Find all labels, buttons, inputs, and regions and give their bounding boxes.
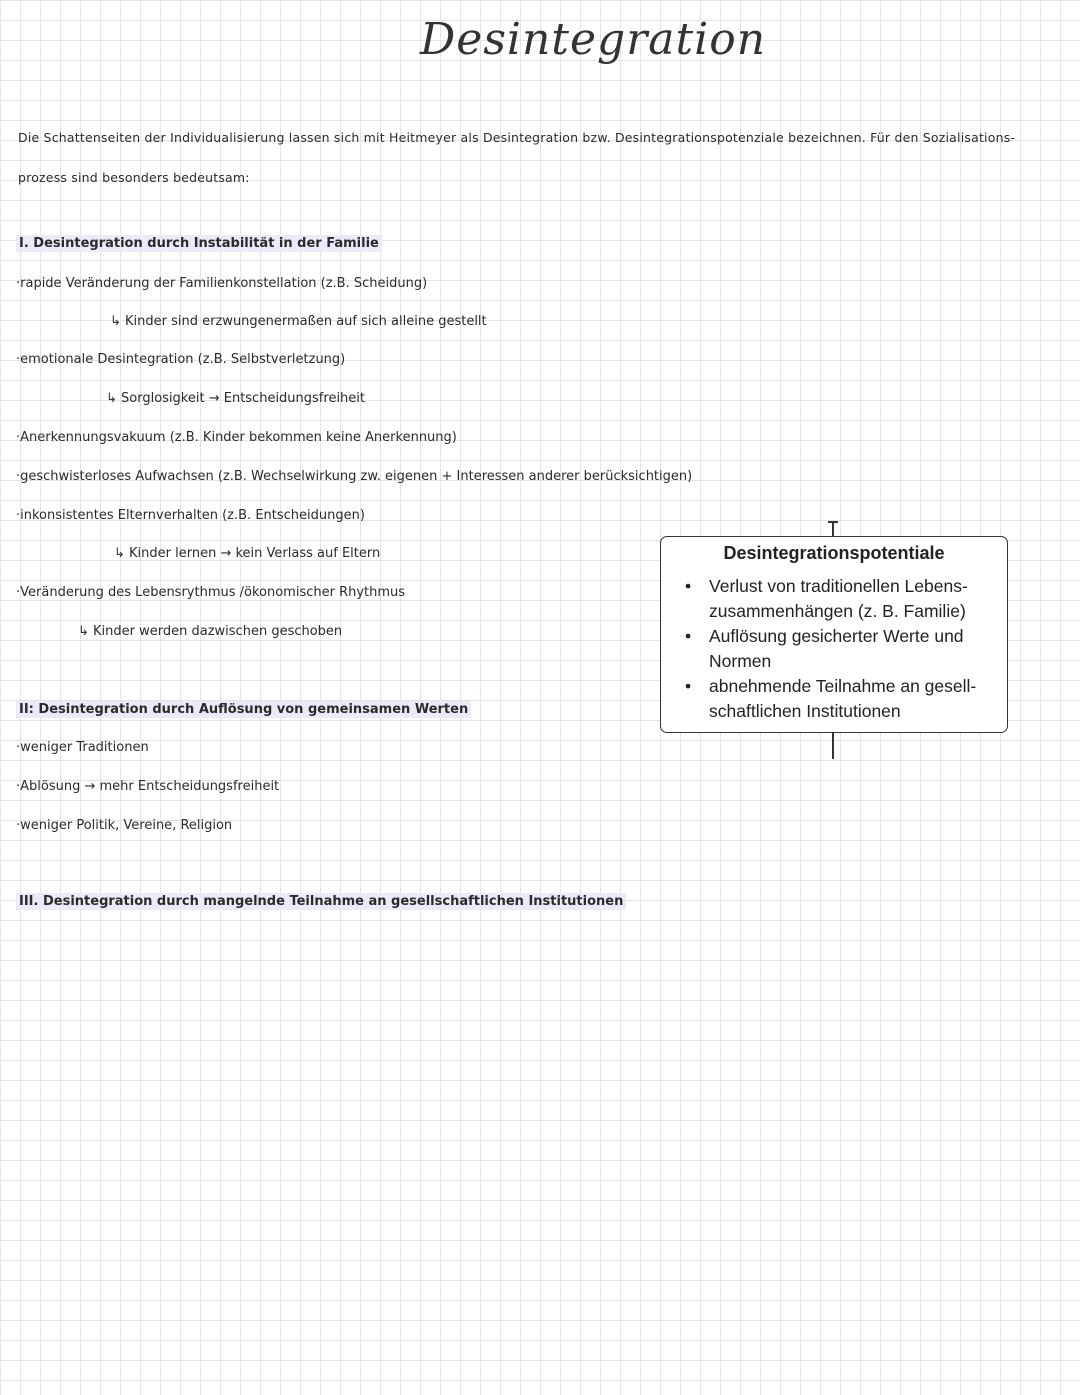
box-item: • abnehmende Teilnahme an gesell-schaftlichen Institutionen	[685, 676, 977, 721]
section-2-item: ·Ablösung → mehr Entscheidungsfreiheit	[16, 779, 280, 794]
box-item: • Auflösung gesicherter Werte und Normen	[685, 626, 964, 671]
section-1-subitem: ↳ Sorglosigkeit → Entscheidungsfreiheit	[106, 391, 366, 406]
bullet-icon: •	[685, 576, 692, 596]
box-title: Desintegrationspotentiale	[723, 543, 945, 563]
arrow-icon: ↳	[106, 391, 122, 406]
bullet-icon: •	[685, 626, 692, 646]
section-1-item: ·geschwisterloses Aufwachsen (z.B. Wechselwirkung zw. eigenen + Interessen anderer berücksichtigen)	[16, 469, 693, 484]
section-1-subitem: ↳ Kinder sind erzwungenermaßen auf sich alleine gestellt	[110, 314, 487, 329]
section-1-item: ·Anerkennungsvakuum (z.B. Kinder bekommen keine Anerkennung)	[16, 430, 457, 445]
section-2-item: ·weniger Politik, Vereine, Religion	[16, 818, 233, 833]
arrow-icon: ↳	[110, 314, 126, 329]
connector-bottom	[832, 733, 834, 759]
intro-paragraph: Die Schattenseiten der Individualisierung lassen sich mit Heitmeyer als Desintegration bzw. Desintegrationspotenziale bezeichnen. Für den Sozialisations-prozess sind besonders bedeutsam:	[18, 130, 1016, 185]
desintegration-box	[660, 536, 1008, 733]
section-1-subitem: ↳ Kinder werden dazwischen geschoben	[78, 624, 343, 639]
page-title: Desintegration	[420, 14, 767, 65]
connector-top	[832, 522, 834, 536]
arrow-icon: ↳	[114, 546, 130, 561]
section-1-heading: I. Desintegration durch Instabilität in der Familie	[16, 236, 382, 251]
bullet-icon: •	[685, 676, 692, 696]
section-1-item: ·Veränderung des Lebensrythmus /ökonomischer Rhythmus	[16, 585, 406, 600]
arrow-icon: ↳	[78, 624, 94, 639]
section-1-item: ·inkonsistentes Elternverhalten (z.B. Entscheidungen)	[16, 508, 365, 523]
section-1-subitem: ↳ Kinder lernen → kein Verlass auf Eltern	[114, 546, 381, 561]
section-1-item: ·rapide Veränderung der Familienkonstellation (z.B. Scheidung)	[16, 276, 428, 291]
section-2-item: ·weniger Traditionen	[16, 740, 149, 755]
box-item: • Verlust von traditionellen Lebens-zusammenhängen (z. B. Familie)	[685, 576, 968, 621]
section-2-heading: II: Desintegration durch Auflösung von gemeinsamen Werten	[16, 702, 471, 717]
section-3-heading: III. Desintegration durch mangelnde Teilnahme an gesellschaftlichen Institutionen	[16, 894, 626, 909]
box-list	[661, 574, 1007, 723]
section-1-item: ·emotionale Desintegration (z.B. Selbstverletzung)	[16, 352, 346, 367]
